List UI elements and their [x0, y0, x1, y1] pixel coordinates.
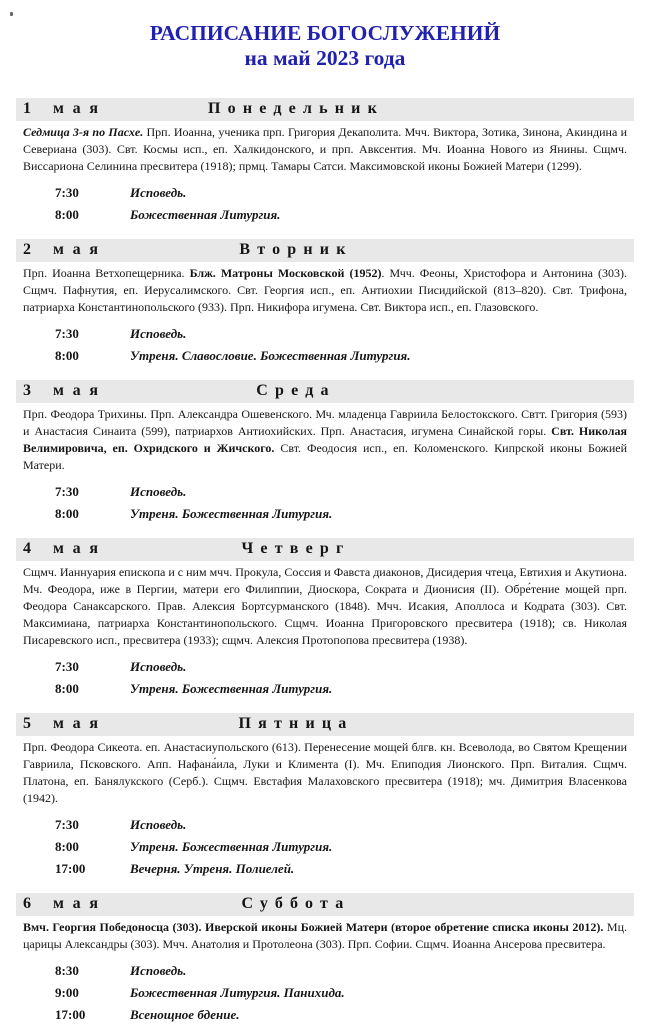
service-name: Божественная Литургия. Панихида. [130, 985, 345, 1000]
service-time: 7:30 [55, 659, 79, 674]
day-month-label: мая [53, 715, 107, 732]
services-list [16, 323, 634, 367]
service-row [16, 836, 634, 858]
service-name: Исповедь. [130, 817, 187, 832]
service-time: 8:00 [55, 506, 79, 521]
page-title-line1: РАСПИСАНИЕ БОГОСЛУЖЕНИЙ [149, 21, 501, 45]
service-row [16, 481, 634, 503]
service-time: 17:00 [55, 1007, 86, 1022]
service-row [16, 814, 634, 836]
service-time: 8:00 [55, 681, 79, 696]
day-section [16, 713, 634, 880]
service-name: Исповедь. [130, 963, 187, 978]
service-row [16, 982, 634, 1004]
day-date-label: 3 [23, 382, 31, 399]
service-name: Утреня. Божественная Литургия. [130, 681, 333, 696]
service-name: Исповедь. [130, 484, 187, 499]
service-time: 7:30 [55, 817, 79, 832]
day-weekday-label: Среда [256, 382, 336, 399]
day-description [23, 406, 627, 474]
day-section [16, 538, 634, 700]
services-list [16, 960, 634, 1026]
services-list [16, 814, 634, 880]
day-section [16, 893, 634, 1026]
day-weekday-label: Четверг [241, 540, 351, 557]
service-row [16, 323, 634, 345]
day-date-label: 5 [23, 715, 31, 732]
day-description [23, 124, 627, 175]
description-segment: . Мчч. Феоны, Христофора и Антонина (303). Сщмч. Пафнутия, еп. Иерусалимского. Свт. Георгия исп., еп. Антиохии Писидийской (813–820). Свт. Трифона, патриарха Константинопольского (933). Прп. Никифора игумена. Свт. Виктора исп., еп. Глазовского. [23, 266, 627, 314]
page-title-line2: на май 2023 года [244, 46, 406, 70]
day-date-label: 2 [23, 241, 31, 258]
day-date-label: 1 [23, 100, 31, 117]
description-segment: Свт. Николая Велимировича, еп. Охридского и Жичского. [23, 424, 627, 455]
service-name: Исповедь. [130, 185, 187, 200]
day-description [23, 739, 627, 807]
service-row [16, 345, 634, 367]
services-list [16, 182, 634, 226]
description-segment: Прп. Иоанна Ветхопещерника. [23, 266, 190, 280]
service-name: Исповедь. [130, 326, 187, 341]
days-container [0, 98, 650, 1026]
day-section [16, 380, 634, 525]
day-header [16, 239, 634, 262]
day-header [16, 893, 634, 916]
service-row [16, 678, 634, 700]
day-date-label: 4 [23, 540, 31, 557]
day-month-label: мая [53, 540, 107, 557]
day-header [16, 713, 634, 736]
service-name: Утреня. Славословие. Божественная Литургия. [130, 348, 411, 363]
service-row [16, 204, 634, 226]
service-time: 9:00 [55, 985, 79, 1000]
service-time: 8:00 [55, 348, 79, 363]
service-row [16, 858, 634, 880]
description-segment: Прп. Феодора Сикеота. еп. Анастасиупольского (613). Перенесение мощей блгв. кн. Всеволода, во Святом Крещении Гавриила, Псковского. Апп. Нафана́ила, Луки и Климента (I). Мч. Епиподия Лионского. Прп. Виталия. Сщмч. Платона, еп. Банялукского (Серб.). Сщмч. Евстафия Малаховского пресвитера (1918); мч. Димитрия Власенкова (1942). [23, 740, 627, 805]
day-section [16, 239, 634, 367]
service-row [16, 656, 634, 678]
service-time: 7:30 [55, 484, 79, 499]
description-segment: Блж. Матроны Московской (1952) [189, 266, 382, 280]
service-time: 7:30 [55, 326, 79, 341]
service-row [16, 503, 634, 525]
day-header [16, 98, 634, 121]
service-time: 8:00 [55, 839, 79, 854]
services-list [16, 481, 634, 525]
description-segment: Вмч. Георгия Победоносца (303). Иверской иконы Божией Матери (второе обретение списка иконы 2012). [23, 920, 604, 934]
service-name: Утреня. Божественная Литургия. [130, 506, 333, 521]
service-row [16, 960, 634, 982]
description-segment: Седмица 3-я по Пасхе. [23, 125, 144, 139]
description-segment: Прп. Иоанна, ученика прп. Григория Декаполита. Мчч. Виктора, Зотика, Зинона, Акиндина и Севериана (303). Свт. Космы исп., еп. Халкидонского, и прп. Авксентия. Мч. Иоанна Нового из Янины. Сщмч. Виссариона Селинина пресвитера (1918); прмц. Тамары Сатси. Максимовской иконы Божией Матери (1299). [23, 125, 627, 173]
day-month-label: мая [53, 895, 107, 912]
day-weekday-label: Пятница [238, 715, 354, 732]
day-month-label: мая [53, 382, 107, 399]
service-name: Вечерня. Утреня. Полиелей. [130, 861, 295, 876]
service-name: Божественная Литургия. [130, 207, 281, 222]
page-title [0, 21, 650, 71]
service-name: Утреня. Божественная Литургия. [130, 839, 333, 854]
service-row [16, 1004, 634, 1026]
day-date-label: 6 [23, 895, 31, 912]
day-description [23, 919, 627, 953]
scan-artifact [10, 12, 13, 16]
day-weekday-label: Понедельник [207, 100, 385, 117]
service-time: 7:30 [55, 185, 79, 200]
service-time: 8:00 [55, 207, 79, 222]
description-segment: Прп. Феодора Трихины. Прп. Александра Ошевенского. Мч. младенца Гавриила Белостокского. Свтт. Григория (593) и Анастасия Синаита (599), патриархов Антиохийских. Прп. Анастасия, игумена Синайской горы. [23, 407, 627, 438]
description-segment: Мц. царицы Александры (303). Мчч. Анатолия и Протолеона (303). Прп. Софии. Сщмч. Иоанна Ансерова пресвитера. [23, 920, 627, 951]
description-segment: Сщмч. Ианнуария епископа и с ним мчч. Прокула, Соссия и Фавста диаконов, Дисидерия чтеца, Евтихия и Акутиона. Мч. Феодора, иже в Пергии, матери его Филиппии, Диоскора, Сократа и Дионисия (II). Обре́тение мощей прп. Феодора Санаксарского. Прав. Алексия Бортсурманского (1848). Мчч. Исакия, Аполлоса и Кодрата (303). Свт. Максимиана, патриарха Константинопольского. Сщмч. Иоанна Пригоровского пресвитера (1918); св. Николая Писаревского исп., пресвитера (1933); сщмч. Алексия Протопопова пресвитера (1938). [23, 565, 627, 647]
services-list [16, 656, 634, 700]
day-header [16, 380, 634, 403]
day-month-label: мая [53, 241, 107, 258]
day-weekday-label: Вторник [239, 241, 353, 258]
service-row [16, 182, 634, 204]
day-description [23, 564, 627, 649]
service-name: Исповедь. [130, 659, 187, 674]
day-description [23, 265, 627, 316]
service-name: Всенощное бдение. [130, 1007, 240, 1022]
day-month-label: мая [53, 100, 107, 117]
service-time: 8:30 [55, 963, 79, 978]
day-section [16, 98, 634, 226]
description-segment: Свт. Феодосия исп., еп. Коломенского. Кипрской иконы Божией Матери. [23, 441, 628, 472]
day-header [16, 538, 634, 561]
service-time: 17:00 [55, 861, 86, 876]
day-weekday-label: Суббота [241, 895, 351, 912]
